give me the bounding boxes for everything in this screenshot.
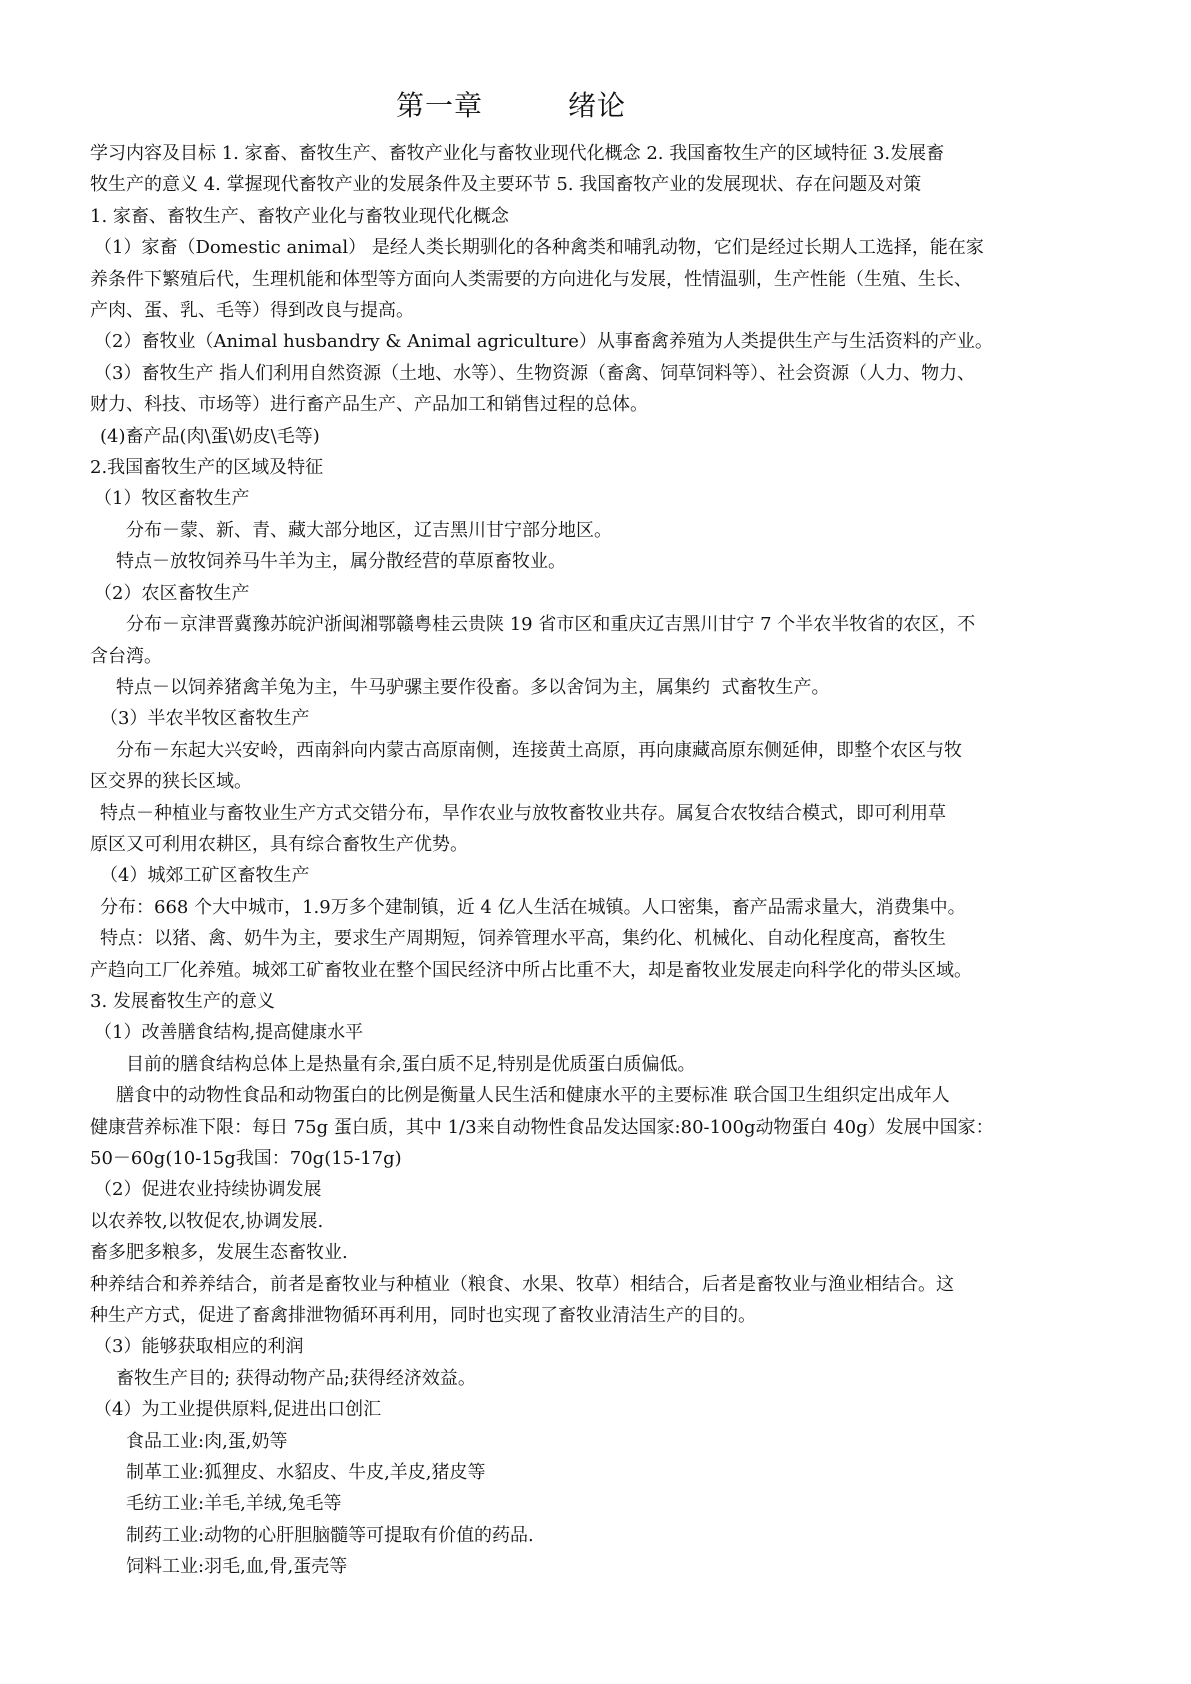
text-line: 特点－放牧饲养马牛羊为主，属分散经营的草原畜牧业。 — [116, 551, 566, 573]
text-line: 3. 发展畜牧生产的意义 — [90, 990, 275, 1012]
text-line: 原区又可利用农耕区，具有综合畜牧生产优势。 — [90, 833, 468, 855]
text-line: (4)畜产品(肉\蛋\奶皮\毛等) — [100, 425, 320, 447]
text-line: 财力、科技、市场等）进行畜产品生产、产品加工和销售过程的总体。 — [90, 394, 648, 416]
chapter-name: 绪论 — [568, 89, 627, 122]
text-line: 种养结合和养养结合，前者是畜牧业与种植业（粮食、水果、牧草）相结合，后者是畜牧业与渔业相结合。这 — [90, 1273, 954, 1295]
text-line: （4）为工业提供原料,促进出口创汇 — [94, 1399, 382, 1421]
text-line: 特点－种植业与畜牧业生产方式交错分布，旱作农业与放牧畜牧业共存。属复合农牧结合模式，即可利用草 — [100, 802, 946, 824]
text-line: 牧生产的意义 4. 掌握现代畜牧产业的发展条件及主要环节 5. 我国畜牧产业的发展现状、存在问题及对策 — [90, 174, 922, 196]
text-line: 分布－京津晋冀豫苏皖沪浙闽湘鄂赣粤桂云贵陕 19 省市区和重庆辽吉黑川甘宁 7 个半农半牧省的农区，不 — [126, 614, 976, 636]
text-line: （1）改善膳食结构,提高健康水平 — [94, 1022, 364, 1044]
text-line: 目前的膳食结构总体上是热量有余,蛋白质不足,特别是优质蛋白质偏低。 — [126, 1053, 696, 1075]
text-line: 制革工业:狐狸皮、水貂皮、牛皮,羊皮,猪皮等 — [126, 1462, 486, 1484]
text-line: 制药工业:动物的心肝胆脑髓等可提取有价值的药品. — [126, 1524, 534, 1546]
text-line: 2.我国畜牧生产的区域及特征 — [90, 457, 324, 479]
text-line: 毛纺工业:羊毛,羊绒,兔毛等 — [126, 1493, 342, 1515]
text-line: 1. 家畜、畜牧生产、畜牧产业化与畜牧业现代化概念 — [90, 205, 509, 227]
text-line: （2）农区畜牧生产 — [94, 582, 250, 604]
text-line: （3）半农半牧区畜牧生产 — [100, 708, 310, 730]
text-line: 种生产方式，促进了畜禽排泄物循环再利用，同时也实现了畜牧业清洁生产的目的。 — [90, 1305, 756, 1327]
text-line: 膳食中的动物性食品和动物蛋白的比例是衡量人民生活和健康水平的主要标准 联合国卫生组织定出成年人 — [116, 1085, 950, 1107]
text-line: 特点：以猪、禽、奶牛为主，要求生产周期短，饲养管理水平高，集约化、机械化、自动化程度高，畜牧生 — [100, 928, 946, 950]
text-line: 区交界的狭长区域。 — [90, 771, 252, 793]
text-line: （4）城郊工矿区畜牧生产 — [100, 865, 310, 887]
text-line: 畜牧生产目的; 获得动物产品;获得经济效益。 — [116, 1367, 476, 1389]
text-line: （1）牧区畜牧生产 — [94, 488, 250, 510]
text-line: 健康营养标准下限：每日 75g 蛋白质，其中 1/3来自动物性食品发达国家:80-100g动物蛋白 40g）发展中国家： — [90, 1116, 994, 1138]
text-line: 学习内容及目标 1. 家畜、畜牧生产、畜牧产业化与畜牧业现代化概念 2. 我国畜牧生产的区域特征 3.发展畜 — [90, 143, 945, 164]
text-line: 以农养牧,以牧促农,协调发展. — [90, 1210, 324, 1232]
text-line: 食品工业:肉,蛋,奶等 — [126, 1430, 288, 1452]
text-line: 分布－东起大兴安岭，西南斜向内蒙古高原南侧，连接黄土高原，再向康藏高原东侧延伸，即整个农区与牧 — [116, 739, 962, 761]
text-line: 饲料工业:羽毛,血,骨,蛋壳等 — [126, 1556, 348, 1578]
text-line: 养条件下繁殖后代，生理机能和体型等方面向人类需要的方向进化与发展，性情温驯，生产性能（生殖、生长、 — [90, 268, 972, 290]
text-line: （2）促进农业持续协调发展 — [94, 1179, 322, 1201]
text-line: （1）家畜（Domestic animal） 是经人类长期驯化的各种禽类和哺乳动物，它们是经过长期人工选择，能在家 — [94, 237, 984, 259]
text-line: 含台湾。 — [90, 645, 162, 667]
chapter-title — [2, 86, 1020, 126]
text-line: （3）畜牧生产 指人们利用自然资源（土地、水等）、生物资源（畜禽、饲草饲料等）、社会资源（人力、物力、 — [94, 362, 976, 384]
chapter-number: 第一章 — [395, 89, 483, 122]
text-line: 分布：668 个大中城市，1.9万多个建制镇，近 4 亿人生活在城镇。人口密集，畜产品需求量大，消费集中。 — [100, 896, 966, 918]
text-line: 产趋向工厂化养殖。城郊工矿畜牧业在整个国民经济中所占比重不大，却是畜牧业发展走向科学化的带头区域。 — [90, 959, 972, 981]
text-line: 产肉、蛋、乳、毛等）得到改良与提高。 — [90, 300, 414, 322]
document-body — [90, 138, 1108, 1583]
text-line: 特点－以饲养猪禽羊兔为主，牛马驴骡主要作役畜。多以舍饲为主，属集约 式畜牧生产。 — [116, 676, 830, 698]
text-line: 50－60g(10-15g我国：70g(15-17g) — [90, 1148, 402, 1169]
text-line: 分布－蒙、新、青、藏大部分地区，辽吉黑川甘宁部分地区。 — [126, 519, 612, 541]
text-line: 畜多肥多粮多，发展生态畜牧业. — [90, 1242, 348, 1264]
document-page — [90, 86, 1108, 1583]
text-line: （3）能够获取相应的利润 — [94, 1336, 304, 1358]
text-line: （2）畜牧业（Animal husbandry & Animal agriculture）从事畜禽养殖为人类提供生产与生活资料的产业。 — [94, 331, 993, 353]
